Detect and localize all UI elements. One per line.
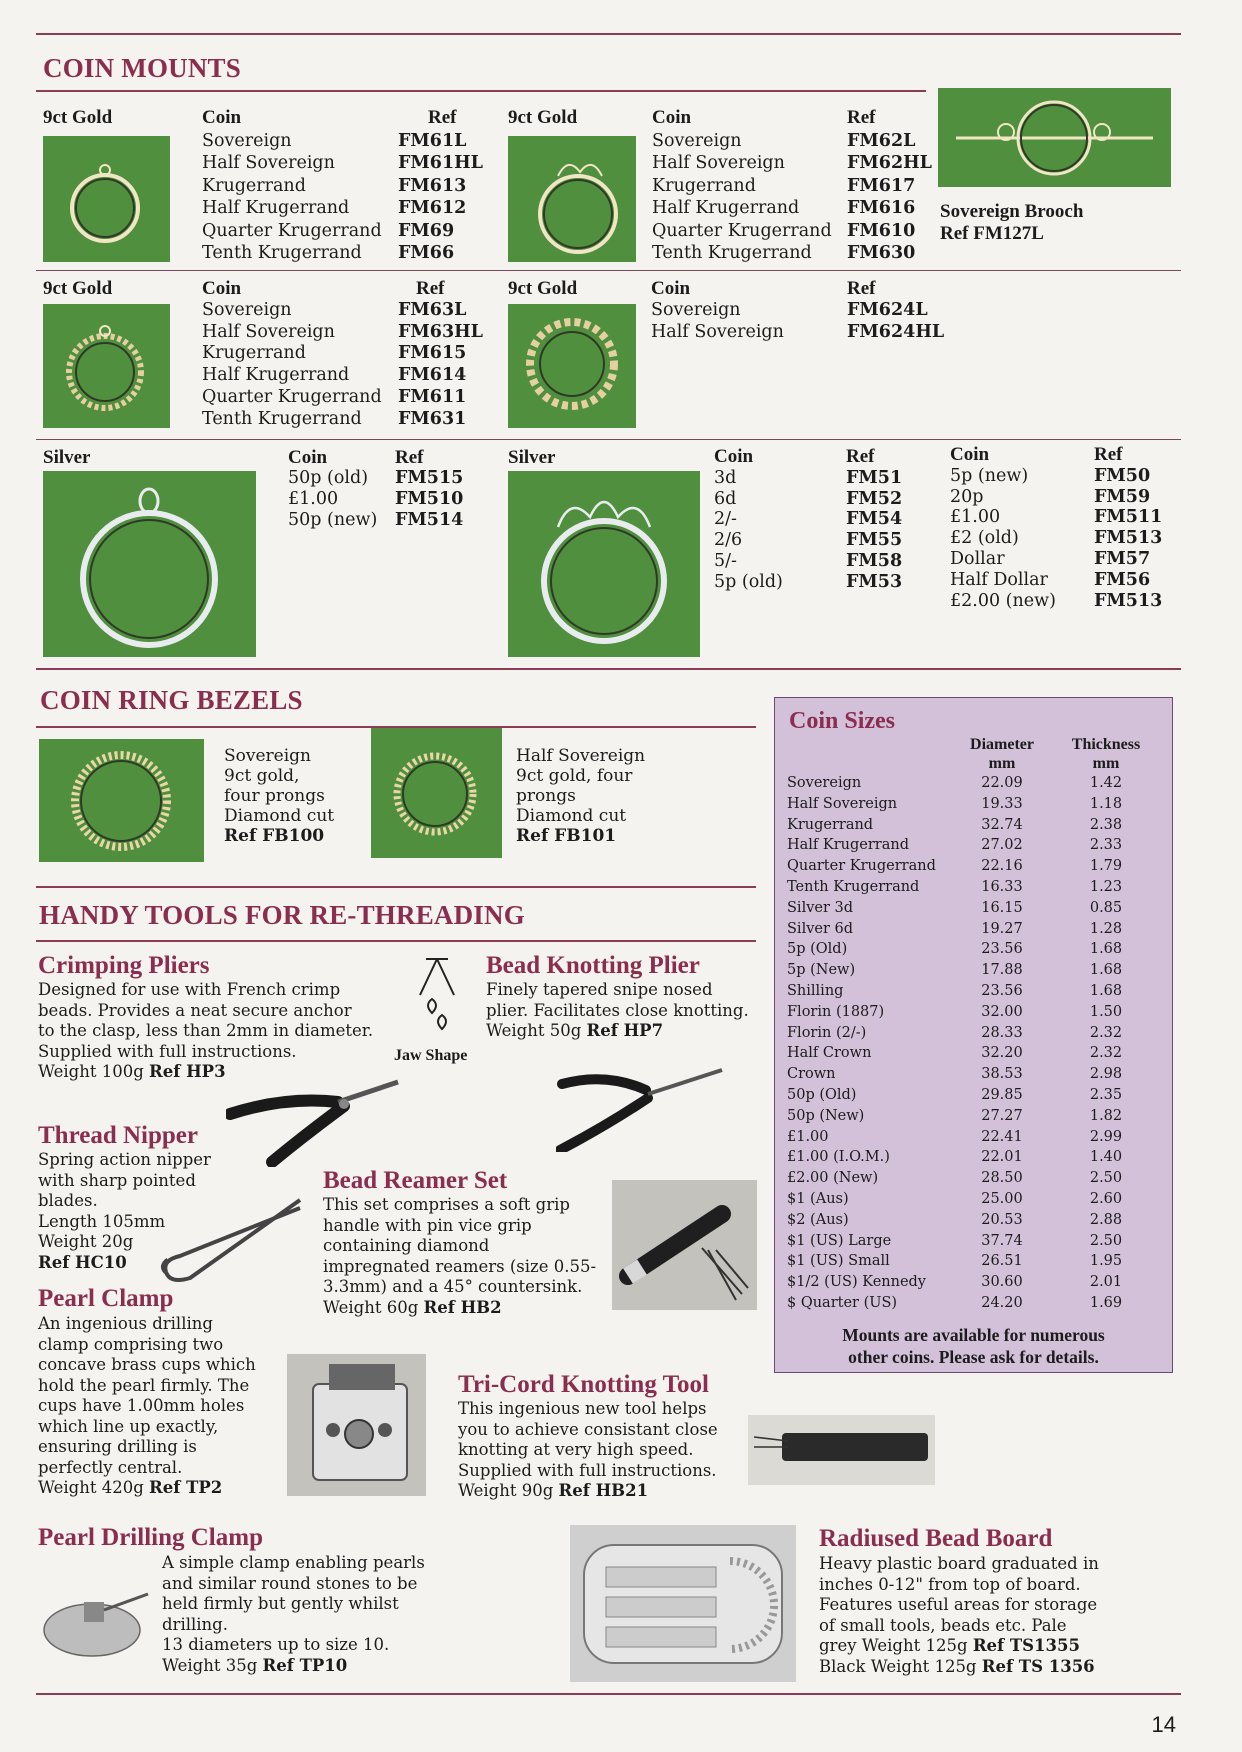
diameter-value: 27.02 (981, 837, 1023, 854)
thickness-value: 2.32 (1089, 1045, 1123, 1062)
diameter-value: 38.53 (981, 1066, 1023, 1083)
brooch-ref: Ref FM127L (940, 223, 1044, 244)
diameter-value: 19.27 (981, 920, 1023, 937)
thickness-value: 2.32 (1089, 1024, 1123, 1041)
coin-size-row (787, 939, 1160, 960)
coin-name: £1.00 (I.O.M.) (787, 1149, 890, 1166)
thickness-value: 2.38 (1089, 816, 1123, 833)
thickness-value: 2.50 (1089, 1170, 1123, 1187)
thickness-value: 2.35 (1089, 1086, 1123, 1103)
bead-board-text: Heavy plastic board graduated in inches 0-12" from top of board. Features useful areas for storage of small tools, beads etc. Pale grey Weight 125g Ref TS1355 Black Weight 125g Ref TS 1356 (819, 1554, 1099, 1676)
coin-sizes-note: Mounts are available for numerous other coins. Please ask for details. (842, 1325, 1105, 1367)
coin-size-row (787, 877, 1160, 898)
jaw-shape-label: Jaw Shape (394, 1047, 468, 1064)
ref-list: Ref FM62L FM62HL FM617 FM616 FM610 FM630 (847, 107, 932, 263)
coin-name: Tenth Krugerrand (787, 878, 920, 895)
coin-name: $1/2 (US) Kennedy (787, 1274, 927, 1291)
thickness-value: 1.23 (1089, 878, 1123, 895)
gold-mount-photo (508, 136, 636, 262)
coin-name: Crown (787, 1066, 836, 1083)
diameter-value: 32.74 (981, 816, 1023, 833)
brooch-photo (938, 88, 1171, 187)
coin-list: Coin 3d 6d 2/- 2/6 5/- 5p (old) (714, 446, 783, 592)
bead-knotting-image (556, 1062, 726, 1152)
pearl-clamp-text: An ingenious drilling clamp comprising two concave brass cups which hold the pearl firmly. The cups have 1.00mm holes which line up exactly, ensuring drilling is perfectly central. Weight 420g Ref TP2 (38, 1314, 256, 1497)
thread-nipper-title: Thread Nipper (38, 1122, 198, 1149)
coin-sizes-title: Coin Sizes (789, 708, 896, 734)
material-label: 9ct Gold (508, 278, 578, 299)
material-label: 9ct Gold (508, 107, 578, 128)
thickness-value: 1.68 (1089, 941, 1123, 958)
thickness-value: 1.69 (1089, 1294, 1123, 1311)
thickness-value: 2.99 (1089, 1128, 1123, 1145)
top-rule (36, 33, 1181, 35)
coin-name: Silver 3d (787, 899, 854, 916)
coin-size-row (787, 1064, 1160, 1085)
tricord-image (748, 1415, 935, 1485)
diameter-value: 32.00 (981, 1003, 1023, 1020)
coin-size-row (787, 856, 1160, 877)
coin-name: Silver 6d (787, 920, 854, 937)
thickness-value: 2.01 (1089, 1274, 1123, 1291)
coin-size-row (787, 1272, 1160, 1293)
pearl-drilling-title: Pearl Drilling Clamp (38, 1524, 263, 1551)
diameter-value: 20.53 (981, 1211, 1023, 1228)
thickness-value: 1.18 (1089, 795, 1123, 812)
ref-list: Ref FM51 FM52 FM54 FM55 FM58 FM53 (846, 446, 903, 592)
coin-size-row (787, 1210, 1160, 1231)
bead-knotting-text: Finely tapered snipe nosed plier. Facilitates close knotting. Weight 50g Ref HP7 (486, 980, 749, 1040)
diameter-value: 37.74 (981, 1232, 1023, 1249)
thickness-value: 1.82 (1089, 1107, 1123, 1124)
thickness-value: 0.85 (1089, 899, 1123, 916)
coin-name: $1 (US) Large (787, 1232, 892, 1249)
coin-size-row (787, 1127, 1160, 1148)
coin-name: £2.00 (New) (787, 1170, 879, 1187)
diameter-value: 19.33 (981, 795, 1023, 812)
coin-name: Krugerrand (787, 816, 874, 833)
coin-name: $1 (Aus) (787, 1190, 849, 1207)
coin-name: 50p (Old) (787, 1086, 857, 1103)
coin-name: Half Crown (787, 1045, 872, 1062)
crimping-pliers-text: Designed for use with French crimp beads. Provides a neat secure anchor to the clasp, less than 2mm in diameter. Supplied with full instructions. Weight 100g Ref HP3 (38, 980, 374, 1081)
row-divider (36, 270, 1181, 271)
diameter-value: 23.56 (981, 941, 1023, 958)
diameter-value: 17.88 (981, 962, 1023, 979)
coin-size-row (787, 1023, 1160, 1044)
coin-name: 5p (New) (787, 962, 856, 979)
diameter-value: 28.50 (981, 1170, 1023, 1187)
diameter-value: 22.09 (981, 775, 1023, 791)
coin-mounts-rule (36, 90, 926, 92)
ref-list: Ref FM50 FM59 FM511 FM513 FM57 FM56 FM513 (1094, 444, 1163, 611)
coin-name: Half Krugerrand (787, 837, 909, 854)
thickness-value: 2.33 (1089, 837, 1123, 854)
bezel-photo (371, 728, 502, 858)
tools-rule (36, 940, 756, 942)
bead-board-image (570, 1525, 796, 1682)
coin-name: Half Sovereign (787, 795, 898, 812)
gold-mount-photo (508, 304, 636, 428)
coin-size-row (787, 815, 1160, 836)
coin-list: Coin Sovereign Half Sovereign Krugerrand Half Krugerrand Quarter Krugerrand Tenth Krugerrand (652, 107, 832, 263)
diameter-value: 30.60 (981, 1274, 1023, 1291)
coin-size-row (787, 773, 1160, 794)
coin-name: Quarter Krugerrand (787, 858, 936, 875)
bezel-photo (39, 739, 204, 862)
thickness-value: 2.60 (1089, 1190, 1123, 1207)
tricord-text: This ingenious new tool helps you to achieve consistant close knotting at very high speed. Supplied with full instructions. Weight 90g Ref HB21 (458, 1399, 718, 1500)
coin-size-row (787, 898, 1160, 919)
bead-reamer-title: Bead Reamer Set (323, 1167, 508, 1194)
diameter-value: 24.20 (981, 1294, 1023, 1311)
coin-size-row (787, 1043, 1160, 1064)
coin-size-row (787, 794, 1160, 815)
coin-list: Coin Sovereign Half Sovereign (651, 278, 784, 342)
pearl-drilling-text: A simple clamp enabling pearls and similar round stones to be held firmly but gently whilst drilling. 13 diameters up to size 10. Weight 35g Ref TP10 (162, 1553, 425, 1675)
silver-mount-photo (508, 471, 700, 657)
coin-sizes-panel (774, 697, 1173, 1373)
thickness-value: 1.28 (1089, 920, 1123, 937)
diameter-value: 16.33 (981, 878, 1023, 895)
diameter-value: 16.15 (981, 899, 1023, 916)
coin-size-row (787, 981, 1160, 1002)
material-label: 9ct Gold (43, 107, 113, 128)
coin-list: Coin 5p (new) 20p £1.00 £2 (old) Dollar Half Dollar £2.00 (new) (950, 444, 1056, 611)
coin-size-row (787, 835, 1160, 856)
coin-size-row (787, 1168, 1160, 1189)
thickness-value: 2.98 (1089, 1066, 1123, 1083)
page-number: 14 (1151, 1712, 1176, 1737)
thickness-value: 2.88 (1089, 1211, 1123, 1228)
jaw-shape-diagram (412, 955, 462, 1037)
coin-size-row (787, 919, 1160, 940)
ref-list: Ref FM515 FM510 FM514 (395, 447, 464, 530)
coin-name: 50p (New) (787, 1107, 865, 1124)
bead-board-title: Radiused Bead Board (819, 1525, 1053, 1552)
gold-mount-photo (43, 136, 170, 262)
thickness-value: 1.68 (1089, 962, 1123, 979)
coin-size-row (787, 1293, 1160, 1314)
section-rule (36, 886, 756, 888)
thickness-value: 1.50 (1089, 1003, 1123, 1020)
pearl-drilling-image (40, 1580, 150, 1660)
diameter-value: 28.33 (981, 1024, 1023, 1041)
crimping-pliers-title: Crimping Pliers (38, 952, 210, 979)
coin-name: $ Quarter (US) (787, 1294, 898, 1311)
coin-size-row (787, 1106, 1160, 1127)
ref-list: Ref FM63L FM63HL FM615 FM614 FM611 FM631 (398, 278, 483, 429)
ref-list: Ref FM61L FM61HL FM613 FM612 FM69 FM66 (398, 107, 483, 263)
tools-title: HANDY TOOLS FOR RE-THREADING (39, 900, 525, 930)
thickness-value: 1.68 (1089, 982, 1123, 999)
ring-bezels-title: COIN RING BEZELS (40, 685, 303, 715)
coin-size-row (787, 1251, 1160, 1272)
coin-name: Florin (2/-) (787, 1024, 867, 1041)
silver-mount-photo (43, 471, 256, 657)
coin-name: Florin (1887) (787, 1003, 885, 1020)
coin-sizes-header: Diameter mm Thickness mm (970, 736, 1141, 772)
diameter-value: 32.20 (981, 1045, 1023, 1062)
material-label: 9ct Gold (43, 278, 113, 299)
pearl-clamp-title: Pearl Clamp (38, 1285, 174, 1312)
bead-knotting-title: Bead Knotting Plier (486, 952, 700, 979)
brooch-name: Sovereign Brooch (940, 201, 1084, 222)
coin-size-row (787, 1002, 1160, 1023)
coin-name: Shilling (787, 982, 844, 999)
crimping-pliers-image (226, 1072, 401, 1167)
bezel-description: Sovereign 9ct gold, four prongs Diamond cut Ref FB100 (224, 746, 335, 846)
bead-reamer-text: This set comprises a soft grip handle with pin vice grip containing diamond impregnated reamers (size 0.55- 3.3mm) and a 45° countersink. Weight 60g Ref HB2 (323, 1195, 597, 1317)
bottom-rule (36, 1693, 1181, 1695)
coin-list: Coin Sovereign Half Sovereign Krugerrand Half Krugerrand Quarter Krugerrand Tenth Krugerrand (202, 107, 382, 263)
bead-reamer-image (612, 1180, 757, 1310)
diameter-value: 25.00 (981, 1190, 1023, 1207)
coin-name: 5p (Old) (787, 941, 848, 958)
bezel-description: Half Sovereign 9ct gold, four prongs Diamond cut Ref FB101 (516, 746, 646, 846)
section-rule (36, 668, 1181, 670)
coin-list: Coin 50p (old) £1.00 50p (new) (288, 447, 378, 530)
pearl-clamp-image (287, 1354, 426, 1496)
diameter-value: 27.27 (981, 1107, 1023, 1124)
diameter-value: 26.51 (981, 1253, 1023, 1270)
diameter-value: 22.16 (981, 858, 1023, 875)
thickness-value: 1.79 (1089, 858, 1123, 875)
coin-sizes-table (787, 735, 1160, 1314)
coin-size-row (787, 1189, 1160, 1210)
diameter-value: 22.41 (981, 1128, 1023, 1145)
row-divider (36, 439, 1181, 440)
diameter-value: 29.85 (981, 1086, 1023, 1103)
coin-name: $1 (US) Small (787, 1253, 890, 1270)
coin-name: Sovereign (787, 775, 862, 791)
coin-name: £1.00 (787, 1128, 829, 1145)
diameter-value: 23.56 (981, 982, 1023, 999)
thickness-value: 1.40 (1089, 1149, 1123, 1166)
gold-mount-photo (43, 304, 170, 428)
thickness-value: 2.50 (1089, 1232, 1123, 1249)
coin-size-row (787, 1085, 1160, 1106)
material-label: Silver (508, 447, 556, 468)
thread-nipper-text: Spring action nipper with sharp pointed blades. Length 105mm Weight 20g Ref HC10 (38, 1150, 211, 1272)
coin-name: $2 (Aus) (787, 1211, 849, 1228)
coin-list: Coin Sovereign Half Sovereign Krugerrand Half Krugerrand Quarter Krugerrand Tenth Krugerrand (202, 278, 382, 429)
coin-size-row (787, 1147, 1160, 1168)
thread-nipper-image (160, 1198, 305, 1286)
thickness-value: 1.95 (1089, 1253, 1123, 1270)
material-label: Silver (43, 447, 91, 468)
tricord-title: Tri-Cord Knotting Tool (458, 1371, 709, 1398)
diameter-value: 22.01 (981, 1149, 1023, 1166)
coin-size-row (787, 960, 1160, 981)
thickness-value: 1.42 (1089, 775, 1123, 791)
ref-list: Ref FM624L FM624HL (847, 278, 945, 342)
coin-size-row (787, 1231, 1160, 1252)
coin-mounts-title: COIN MOUNTS (43, 53, 241, 83)
